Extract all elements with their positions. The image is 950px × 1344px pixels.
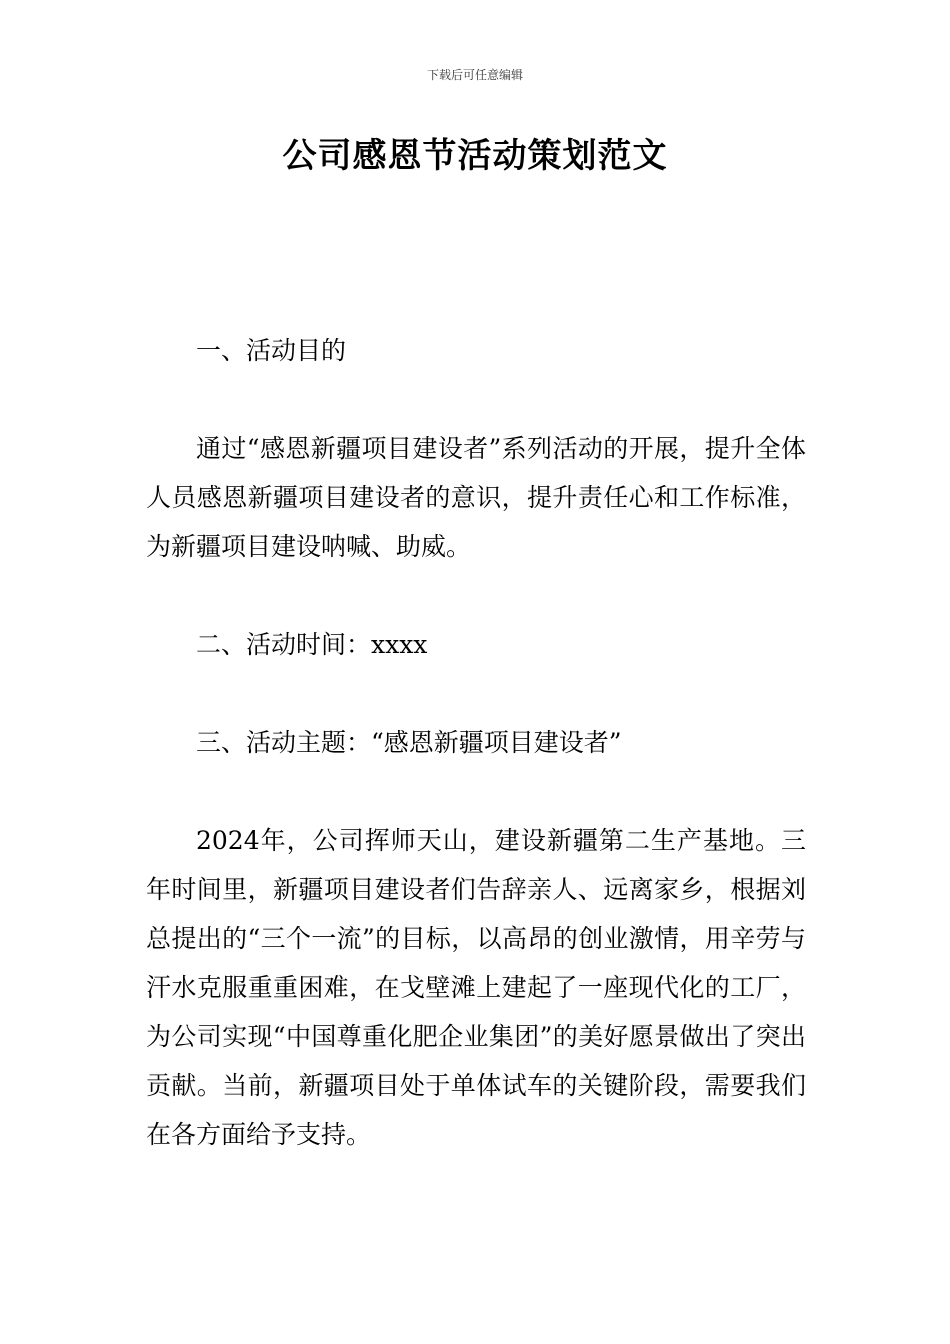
document-title: 公司感恩节活动策划范文 (282, 136, 668, 176)
section-heading-time: 二、活动时间：xxxx (196, 630, 428, 659)
paragraph-purpose: 通过“感恩新疆项目建设者”系列活动的开展，提升全体人员感恩新疆项目建设者的意识，提升责任心和工作标准，为新疆项目建设呐喊、助威。 (146, 434, 806, 561)
section-heading-purpose: 一、活动目的 (196, 336, 347, 365)
document-body (146, 326, 806, 1159)
paragraph-background: 2024年，公司挥师天山，建设新疆第二生产基地。三年时间里，新疆项目建设者们告辞亲人、远离家乡，根据刘总提出的“三个一流”的目标，以高昂的创业激情，用辛劳与汗水克服重重困难，在戈壁滩上建起了一座现代化的工厂，为公司实现“中国尊重化肥企业集团”的美好愿景做出了突出贡献。当前，新疆项目处于单体试车的关键阶段，需要我们在各方面给予支持。 (146, 826, 806, 1149)
section-heading-theme: 三、活动主题：“感恩新疆项目建设者” (196, 728, 622, 757)
header-note: 下载后可任意编辑 (426, 68, 523, 82)
